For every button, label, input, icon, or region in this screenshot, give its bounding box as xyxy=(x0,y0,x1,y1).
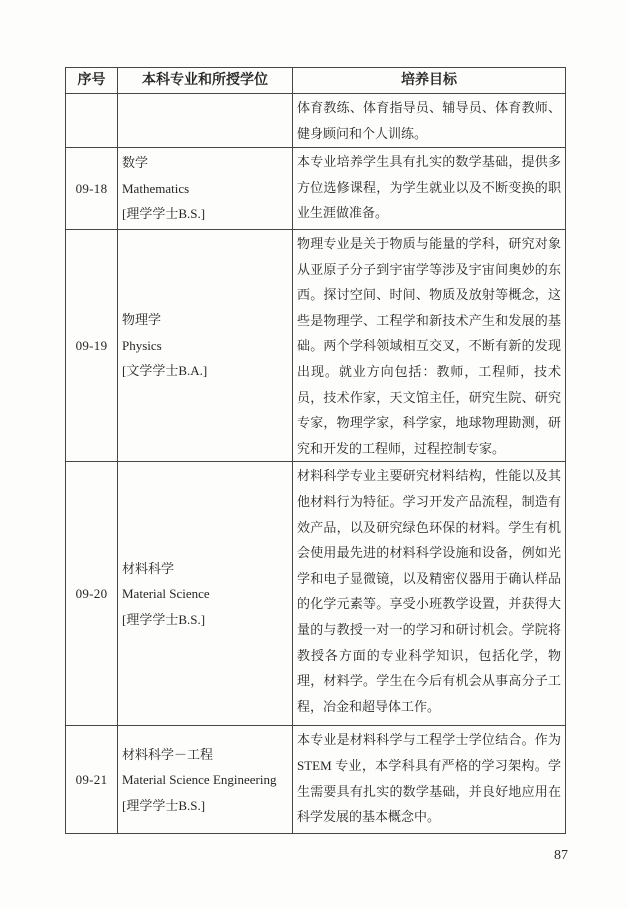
serial-number-cell: 09-20 xyxy=(66,462,118,726)
objective-cell: 本专业是材料科学与工程学士学位结合。作为 STEM 专业，本学科具有严格的学习架构。学生需要具有扎实的数学基础，并良好地应用在科学发展的基本概念中。 xyxy=(293,726,566,834)
page-number: 87 xyxy=(554,848,568,863)
major-name-zh: 数学 xyxy=(122,155,149,171)
degree-label: [理学学士B.S.] xyxy=(122,797,206,813)
majors-table xyxy=(65,67,566,834)
header-serial-number: 序号 xyxy=(66,68,118,94)
table-row xyxy=(66,94,566,148)
table-row xyxy=(66,462,566,726)
serial-number-cell xyxy=(66,94,118,148)
header-major-and-degree: 本科专业和所授学位 xyxy=(118,68,293,94)
major-cell xyxy=(118,462,293,726)
major-name-en: Physics xyxy=(122,337,162,353)
major-cell xyxy=(118,148,293,230)
major-name-zh: 材料科学 xyxy=(122,560,175,576)
header-training-objectives: 培养目标 xyxy=(293,68,566,94)
table-header-row xyxy=(66,68,566,94)
serial-number-cell: 09-19 xyxy=(66,230,118,462)
major-name-zh: 物理学 xyxy=(122,312,162,328)
major-name-en: Material Science xyxy=(122,586,210,602)
degree-label: [文学学士B.A.] xyxy=(122,363,208,379)
major-name-en: Material Science Engineering xyxy=(122,772,277,788)
degree-label: [理学学士B.S.] xyxy=(122,206,206,222)
major-name-en: Mathematics xyxy=(122,180,190,196)
table-row xyxy=(66,148,566,230)
serial-number-cell: 09-18 xyxy=(66,148,118,230)
table-row xyxy=(66,230,566,462)
objective-cell: 体育教练、体育指导员、辅导员、体育教师、健身顾问和个人训练。 xyxy=(293,94,566,148)
objective-cell: 本专业培养学生具有扎实的数学基础，提供多方位选修课程，为学生就业以及不断变换的职业生涯做准备。 xyxy=(293,148,566,230)
major-cell xyxy=(118,726,293,834)
major-cell xyxy=(118,94,293,148)
major-name-zh: 材料科学－工程 xyxy=(122,746,214,762)
objective-cell: 物理专业是关于物质与能量的学科，研究对象从亚原子分子到宇宙学等涉及宇宙间奥妙的东西。探讨空间、时间、物质及放射等概念，这些是物理学、工程学和新技术产生和发展的基础。两个学科领域相互交叉，不断有新的发现出现。就业方向包括：教师，工程师，技术员，技术作家，天文馆主任，研究生院、研究专家，物理学家，科学家，地球物理勘测，研究和开发的工程师，过程控制专家。 xyxy=(293,230,566,462)
serial-number-cell: 09-21 xyxy=(66,726,118,834)
degree-label: [理学学士B.S.] xyxy=(122,611,206,627)
table-row xyxy=(66,726,566,834)
objective-cell: 材料科学专业主要研究材料结构，性能以及其他材料行为特征。学习开发产品流程，制造有效产品，以及研究绿色环保的材料。学生有机会使用最先进的材料科学设施和设备，例如光学和电子显微镜，以及精密仪器用于确认样品的化学元素等。享受小班教学设置，并获得大量的与教授一对一的学习和研讨机会。学院将教授各方面的专业科学知识，包括化学，物理，材料学。学生在今后有机会从事高分子工程，冶金和超导体工作。 xyxy=(293,462,566,726)
major-cell xyxy=(118,230,293,462)
